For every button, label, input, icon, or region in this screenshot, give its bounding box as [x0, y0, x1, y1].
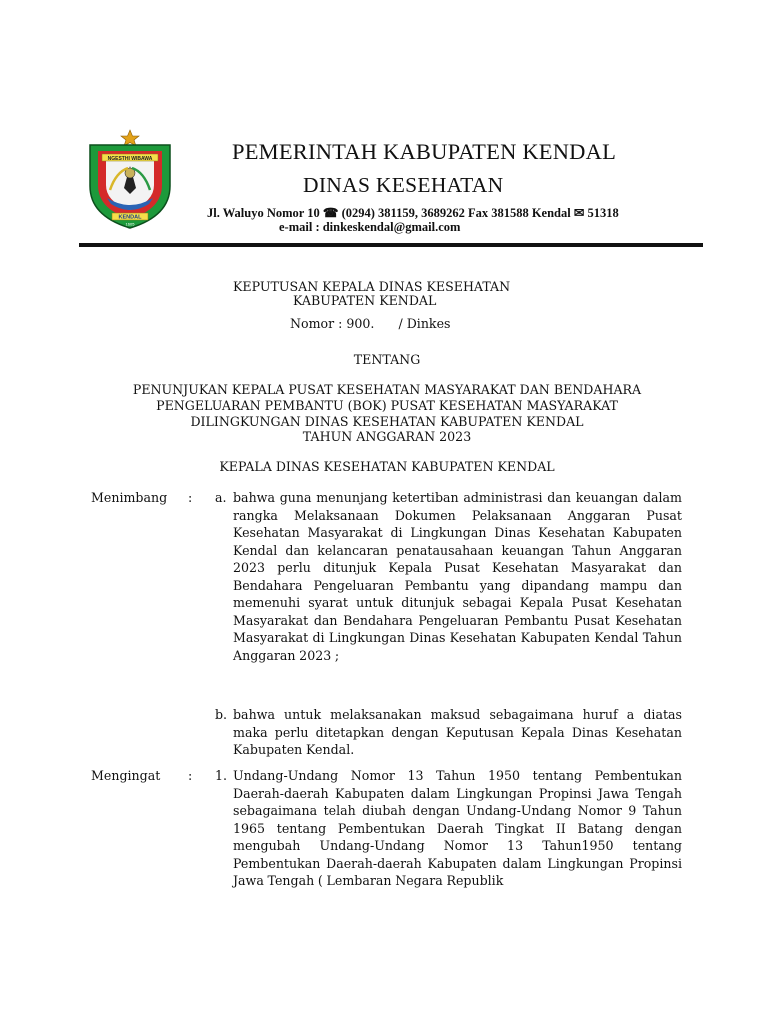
menimbang-item-b-marker: b.: [215, 707, 228, 722]
letterhead-email: e-mail : dinkeskendal@gmail.com: [279, 220, 461, 234]
crest-year: 1605: [125, 221, 135, 227]
subject-line-2: PENGELUARAN PEMBANTU (BOK) PUSAT KESEHATAN MASYARAKAT: [156, 398, 618, 413]
decree-title-line1: KEPUTUSAN KEPALA DINAS KESEHATAN: [233, 279, 511, 294]
menimbang-item-a-text: bahwa guna menunjang ketertiban administrasi dan keuangan dalam rangka Melaksanaan Dokumen Pelaksanaan Anggaran Pusat Kesehatan Masyarakat di Lingkungan Dinas Kesehatan Kabupaten Kendal dan kelancaran penatausahaan keuangan Tahun Anggaran 2023 perlu ditunjuk Kepala Pusat Kesehatan Masyarakat dan Bendahara Pengeluaran Pembantu yang dipandang mampu dan memenuhi syarat untuk ditunjuk sebagai Kepala Pusat Kesehatan Masyarakat dan Bendahara Pengeluaran Pembantu Pusat Kesehatan Masyarakat di Lingkungan Dinas Kesehatan Kabupaten Kendal Tahun Anggaran 2023 ;: [233, 490, 682, 663]
about-label: TENTANG: [353, 352, 421, 367]
decree-number: Nomor : 900. / Dinkes: [290, 316, 451, 331]
letterhead-government: PEMERINTAH KABUPATEN KENDAL: [232, 139, 617, 164]
subject-line-4: TAHUN ANGGARAN 2023: [302, 429, 472, 444]
menimbang-item-a-marker: a.: [215, 490, 227, 505]
mengingat-label: Mengingat: [91, 768, 161, 783]
letterhead-address: Jl. Waluyo Nomor 10 ☎ (0294) 381159, 3689262 Fax 381588 Kendal ✉ 51318: [207, 206, 619, 220]
mengingat-item-1-marker: 1.: [215, 768, 228, 783]
crest-motto: NGESTHI WIBAWA: [107, 155, 153, 162]
subject-line-1: PENUNJUKAN KEPALA PUSAT KESEHATAN MASYARAKAT DAN BENDAHARA: [132, 382, 642, 397]
issuer: KEPALA DINAS KESEHATAN KABUPATEN KENDAL: [219, 459, 555, 474]
crest-name: KENDAL: [118, 214, 142, 221]
subject-line-3: DILINGKUNGAN DINAS KESEHATAN KABUPATEN KENDAL: [190, 414, 584, 429]
mengingat-colon: :: [188, 768, 193, 783]
decree-title-line2: KABUPATEN KENDAL: [293, 293, 437, 308]
menimbang-item-b-text: bahwa untuk melaksanakan maksud sebagaimana huruf a diatas maka perlu ditetapkan dengan Keputusan Kepala Dinas Kesehatan Kabupaten Kendal.: [233, 707, 682, 758]
letterhead-divider: [79, 243, 703, 247]
kendal-regency-crest-icon: [76, 128, 184, 232]
menimbang-colon: :: [188, 490, 193, 505]
menimbang-label: Menimbang: [91, 490, 168, 505]
mengingat-item-1-text: Undang-Undang Nomor 13 Tahun 1950 tentang Pembentukan Daerah-daerah Kabupaten dalam Lingkungan Propinsi Jawa Tengah sebagaimana telah diubah dengan Undang-Undang Nomor 9 Tahun 1965 tentang Pembentukan Daerah Tingkat II Batang dengan mengubah Undang-Undang Nomor 13 Tahun1950 tentang Pembentukan Daerah-daerah Kabupaten dalam Lingkungan Propinsi Jawa Tengah ( Lembaran Negara Republik: [233, 768, 682, 889]
letterhead-agency: DINAS KESEHATAN: [303, 173, 504, 197]
